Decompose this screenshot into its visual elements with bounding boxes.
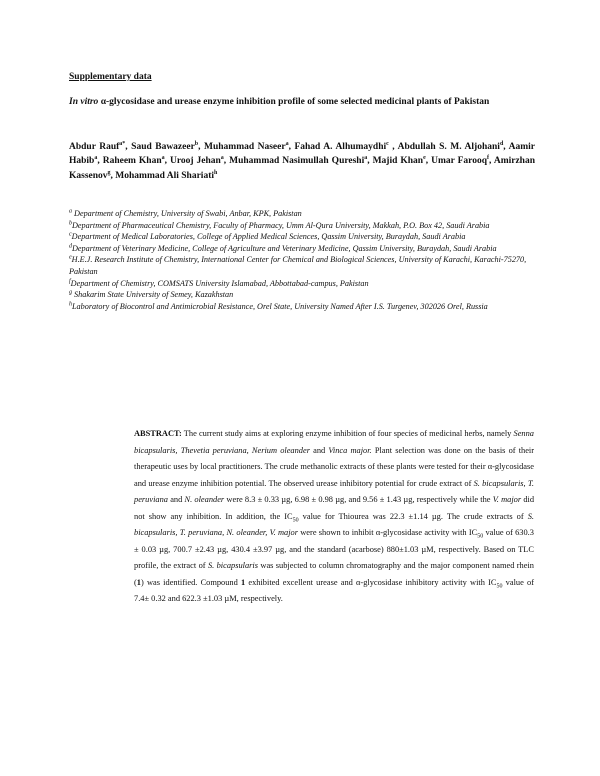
author: Urooj Jehan$^a$ [169, 155, 224, 167]
title-text: α-glycosidase and urease enzyme inhibition profile of some selected medicinal plants of Pakistan [98, 97, 490, 107]
affiliation: $^d$Department of Veterinary Medicine, College of Agriculture and Veterinary Medicine, Qassim University, Buraydah, Saudi Arabia [69, 243, 497, 253]
title-italic-prefix: In vitro [69, 97, 99, 107]
author: Raheem Khan$^a$ [102, 155, 165, 167]
author: Fahad A. Alhumaydhi$^c$ [294, 140, 389, 152]
author: Umar Farooq$^f$ [431, 155, 489, 167]
author: Mohammad Ali Shariati$^h$ [115, 169, 218, 181]
author: Majid Khan$^e$ [372, 155, 426, 167]
supplementary-heading: Supplementary data [69, 72, 152, 82]
affiliation: $^c$Department of Medical Laboratories, College of Applied Medical Sciences, Qassim University, Buraydah, Saudi Arabia [69, 231, 466, 242]
abstract: ABSTRACT: The current study aims at exploring enzyme inhibition of four species of medicinal herbs, namely Senna bicapsularis, Thevetia peruviana, Nerium oleander and Vinca major. Plant selection was done on the basis of their therapeutic uses by local practitioners. The crude methanolic extracts of these plants were tested for their α-glycosidase and urease enzyme inhibition potential. The observed urease inhibitory potential for crude extract of S. bicapsularis, T. peruviana and N. oleander were 8.3 ± 0.33 µg, 6.98 ± 0.98 µg, and 9.56 ± 1.43 µg, respectively while the V. major did not show any inhibition. In addition, the $IC_{50}$ value for Thiourea was 22.3 ±1.14 µg. The crude extracts of S. bicapsularis, T. peruviana, N. oleander, V. major were shown to inhibit α-glycosidase activity with $IC_{50}$ value of 630.3 ± 0.03 µg, 700.7 ±2.43 µg, 430.4 ±3.97 µg, and the standard (acarbose) 880±1.03 µM, respectively. Based on TLC profile, the extract of S. bicapsularis was subjected to column chromatography and the major component named rhein (1) was identified. Compound 1 exhibited excellent urease and α-glycosidase inhibitory activity with $IC_{50}$ value of 7.4± 0.32 and 622.3 ±1.03 µM, respectively. [134, 429, 535, 603]
author: Muhammad Nasimullah Qureshi$^a$ [229, 155, 368, 167]
author: Aamir Habib$^a$ [69, 142, 535, 167]
author: Abdullah S. M. Aljohani$^d$ [397, 140, 504, 152]
affiliation: $^h$Laboratory of Biocontrol and Antimicrobial Resistance, Orel State, University Named After I.S. Turgenev, 302026 Orel, Russia [69, 301, 488, 311]
author: Abdur Rauf$^{a*}$ [69, 140, 126, 152]
author: Saud Bawazeer$^b$ [131, 140, 199, 152]
author: Amirzhan Kassenov$^g$ [69, 156, 535, 181]
affiliation: $^f$Department of Chemistry, COMSATS University Islamabad, Abbottabad-campus, Pakistan [69, 277, 369, 288]
abstract-label: ABSTRACT: [134, 429, 182, 438]
affiliation-list [69, 208, 535, 312]
affiliation: $^b$Department of Pharmaceutical Chemistry, Faculty of Pharmacy, Umm Al-Qura University, Makkah, P.O. Box 42, Saudi Arabia [69, 219, 490, 230]
affiliation: $^a$ Department of Chemistry, University of Swabi, Anbar, KPK, Pakistan [69, 208, 302, 218]
author-list: Abdur Rauf$^{a*}$, Saud Bawazeer$^b$, Muhammad Naseer$^a$, Fahad A. Alhumaydhi$^c$ , Abdullah S. M. Aljohani$^d$, Aamir Habib$^a$, Raheem Khan$^a$, Urooj Jehan$^a$, Muhammad Nasimullah Qureshi$^a$, Majid Khan$^e$, Umar Farooq$^f$, Amirzhan Kassenov$^g$, Mohammad Ali Shariati$^h$ [69, 140, 535, 181]
affiliation: $^g$ Shakarim State University of Semey, Kazakhstan [69, 289, 234, 300]
affiliation: $^e$H.E.J. Research Institute of Chemistry, International Center for Chemical and Biological Sciences, University of Karachi, Karachi-75270, Pakistan [69, 254, 527, 276]
paper-title [69, 96, 535, 110]
author: Muhammad Naseer$^a$ [204, 140, 289, 152]
